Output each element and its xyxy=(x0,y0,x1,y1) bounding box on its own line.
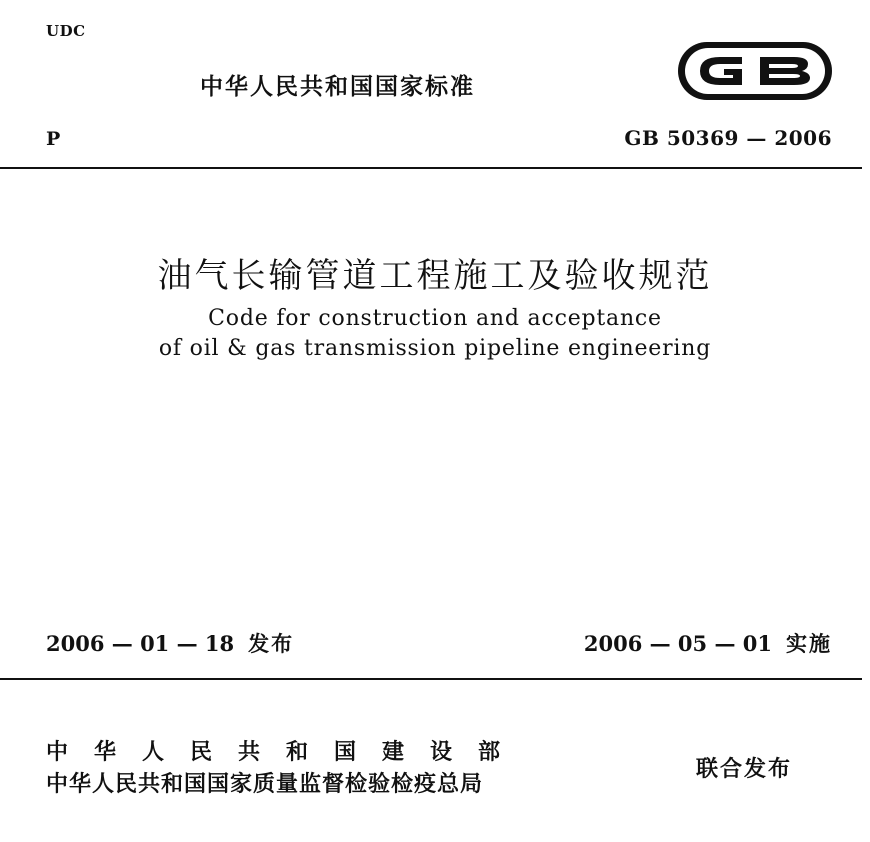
standard-number: GB 50369 — 2006 xyxy=(624,126,832,150)
title-english-line-1: Code for construction and acceptance xyxy=(208,306,662,331)
national-standard-heading: 中华人民共和国国家标准 xyxy=(200,74,475,100)
title-chinese: 油气长输管道工程施工及验收规范 xyxy=(157,256,713,296)
implement-label: 实施 xyxy=(786,632,832,656)
issuer-aqsiq: 中华人民共和国国家质量监督检验检疫总局 xyxy=(46,772,484,797)
udc-label: UDC xyxy=(46,22,86,40)
joint-issue-label: 联合发布 xyxy=(696,757,793,782)
bottom-divider xyxy=(0,678,862,680)
implement-date: 2006 — 05 — 01 xyxy=(583,631,772,656)
category-label: P xyxy=(46,128,61,150)
issue-label: 发布 xyxy=(248,632,295,656)
implement-date-block xyxy=(584,628,832,658)
gb-logo xyxy=(676,40,834,102)
title-english-line-2: of oil & gas transmission pipeline engineering xyxy=(158,336,712,361)
top-divider xyxy=(0,167,862,169)
issuer-ministry-of-construction: 中华人民共和国建设部 xyxy=(46,740,527,765)
issue-date-block xyxy=(46,628,294,658)
issue-date: 2006 — 01 — 18 xyxy=(46,631,235,656)
